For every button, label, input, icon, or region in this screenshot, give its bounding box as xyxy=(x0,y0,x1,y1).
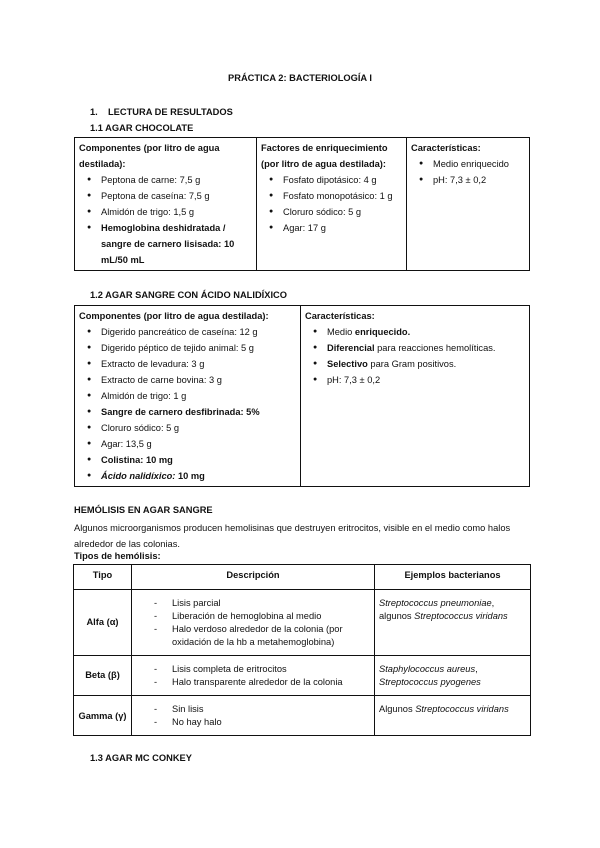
nalidixico-label: Ácido nalidíxico: xyxy=(101,471,176,481)
hemolisis-types-label: Tipos de hemólisis: xyxy=(74,551,161,561)
desc-beta xyxy=(132,656,375,696)
desc-gamma xyxy=(132,696,375,736)
list-item: ● Cloruro sódico: 5 g xyxy=(79,420,296,436)
heading-hemolisis: HEMÓLISIS EN AGAR SANGRE xyxy=(74,505,213,515)
selectivo-bold: Selectivo xyxy=(327,359,368,369)
table-row xyxy=(74,590,531,656)
list-item: ● Almidón de trigo: 1,5 g xyxy=(79,204,252,220)
heading-agar-mcconkey: 1.3 AGAR MC CONKEY xyxy=(90,753,192,763)
list-item: - Sin lisis xyxy=(150,703,370,716)
header-descripcion: Descripción xyxy=(132,565,375,590)
list-item xyxy=(305,340,525,356)
medio-text: Medio xyxy=(327,327,355,337)
list-item xyxy=(305,356,525,372)
table-row xyxy=(74,696,531,736)
list-item: - No hay halo xyxy=(150,716,370,729)
hemolisis-table xyxy=(73,564,531,736)
sangre-features-list xyxy=(305,324,525,388)
species-name: Streptococcus viridans xyxy=(415,704,509,714)
heading-agar-chocolate: 1.1 AGAR CHOCOLATE xyxy=(90,123,194,133)
list-item: ● Peptona de carne: 7,5 g xyxy=(79,172,252,188)
ejemplos-alfa xyxy=(375,590,531,656)
chocolate-components-list xyxy=(79,172,252,268)
selectivo-text: para Gram positivos. xyxy=(367,359,457,369)
section-number: 1. xyxy=(90,107,98,117)
tipo-beta: Beta (β) xyxy=(74,656,132,696)
separator: , xyxy=(491,598,495,608)
desc-alfa xyxy=(132,590,375,656)
sangre-components-title: Componentes (por litro de agua destilada): xyxy=(79,311,269,321)
prefix-text: algunos xyxy=(379,611,415,621)
chocolate-components-title: Componentes (por litro de agua destilada): xyxy=(79,143,220,169)
list-item: ● pH: 7,3 ± 0,2 xyxy=(411,172,525,188)
list-item: ● Sangre de carnero desfibrinada: 5% xyxy=(79,404,296,420)
section-heading-1 xyxy=(90,106,233,119)
list-item: ● Agar: 13,5 g xyxy=(79,436,296,452)
list-item: ● Digerido péptico de tejido animal: 5 g xyxy=(79,340,296,356)
list-item: ● pH: 7,3 ± 0,2 xyxy=(305,372,525,388)
list-item: ● Fosfato dipotásico: 4 g xyxy=(261,172,402,188)
list-item: - Lisis completa de eritrocitos xyxy=(150,663,370,676)
tipo-alfa: Alfa (α) xyxy=(74,590,132,656)
chocolate-factors-list xyxy=(261,172,402,236)
table-header-row xyxy=(74,565,531,590)
header-ejemplos: Ejemplos bacterianos xyxy=(375,565,531,590)
chocolate-components-cell xyxy=(75,138,257,271)
chocolate-features-cell xyxy=(407,138,530,271)
ejemplos-gamma xyxy=(375,696,531,736)
list-item xyxy=(79,468,296,484)
agar-sangre-table xyxy=(74,305,530,487)
list-item: ● Almidón de trigo: 1 g xyxy=(79,388,296,404)
colistina-label: Colistina: xyxy=(101,455,144,465)
tipo-gamma: Gamma (γ) xyxy=(74,696,132,736)
chocolate-factors-title: Factores de enriquecimiento (por litro de agua destilada): xyxy=(261,143,388,169)
sangre-features-title: Características: xyxy=(305,311,375,321)
list-item: ● Cloruro sódico: 5 g xyxy=(261,204,402,220)
list-item: ● Fosfato monopotásico: 1 g xyxy=(261,188,402,204)
section-label: LECTURA DE RESULTADOS xyxy=(108,107,233,117)
sangre-features-cell xyxy=(301,306,530,487)
sangre-components-cell xyxy=(75,306,301,487)
list-item: - Lisis parcial xyxy=(150,597,370,610)
list-item xyxy=(305,324,525,340)
heading-agar-sangre: 1.2 AGAR SANGRE CON ÁCIDO NALIDÍXICO xyxy=(90,290,287,300)
page-title: PRÁCTICA 2: BACTERIOLOGÍA I xyxy=(228,73,372,83)
list-item: ● Medio enriquecido xyxy=(411,156,525,172)
chocolate-features-list xyxy=(411,156,525,188)
list-item: - Halo transparente alrededor de la colonia xyxy=(150,676,370,689)
list-item: ● Extracto de levadura: 3 g xyxy=(79,356,296,372)
list-item: ● Peptona de caseína: 7,5 g xyxy=(79,188,252,204)
diferencial-bold: Diferencial xyxy=(327,343,375,353)
table-row xyxy=(74,656,531,696)
agar-chocolate-table xyxy=(74,137,530,271)
sangre-components-list xyxy=(79,324,296,484)
list-item: ● Extracto de carne bovina: 3 g xyxy=(79,372,296,388)
chocolate-factors-cell xyxy=(257,138,407,271)
hemolisis-intro: Algunos microorganismos producen hemolisinas que destruyen eritrocitos, visible en el medio como halos alrededor de las colonias. xyxy=(74,523,511,549)
list-item xyxy=(79,452,296,468)
list-item: - Halo verdoso alrededor de la colonia (por oxidación de la hb a metahemoglobina) xyxy=(150,623,370,649)
species-name: Streptococcus pyogenes xyxy=(379,676,481,687)
list-item: ● Agar: 17 g xyxy=(261,220,402,236)
medio-bold: enriquecido. xyxy=(354,327,411,337)
ejemplos-beta xyxy=(375,656,531,696)
species-name: Staphylococcus aureus xyxy=(379,663,476,674)
nalidixico-value: 10 mg xyxy=(177,471,205,481)
separator: , xyxy=(475,663,478,674)
diferencial-text: para reacciones hemolíticas. xyxy=(374,343,496,353)
list-item: ● Digerido pancreático de caseína: 12 g xyxy=(79,324,296,340)
colistina-value: 10 mg xyxy=(145,455,173,465)
list-item: ● Hemoglobina deshidratada / sangre de carnero lisisada: 10 mL/50 mL xyxy=(79,220,252,268)
list-item: - Liberación de hemoglobina al medio xyxy=(150,610,370,623)
prefix-text: Algunos xyxy=(379,704,416,714)
species-name: Streptococcus viridans xyxy=(414,611,508,621)
species-name: Streptococcus pneumoniae xyxy=(379,598,492,608)
chocolate-features-title: Características: xyxy=(411,143,481,153)
header-tipo: Tipo xyxy=(74,565,132,590)
